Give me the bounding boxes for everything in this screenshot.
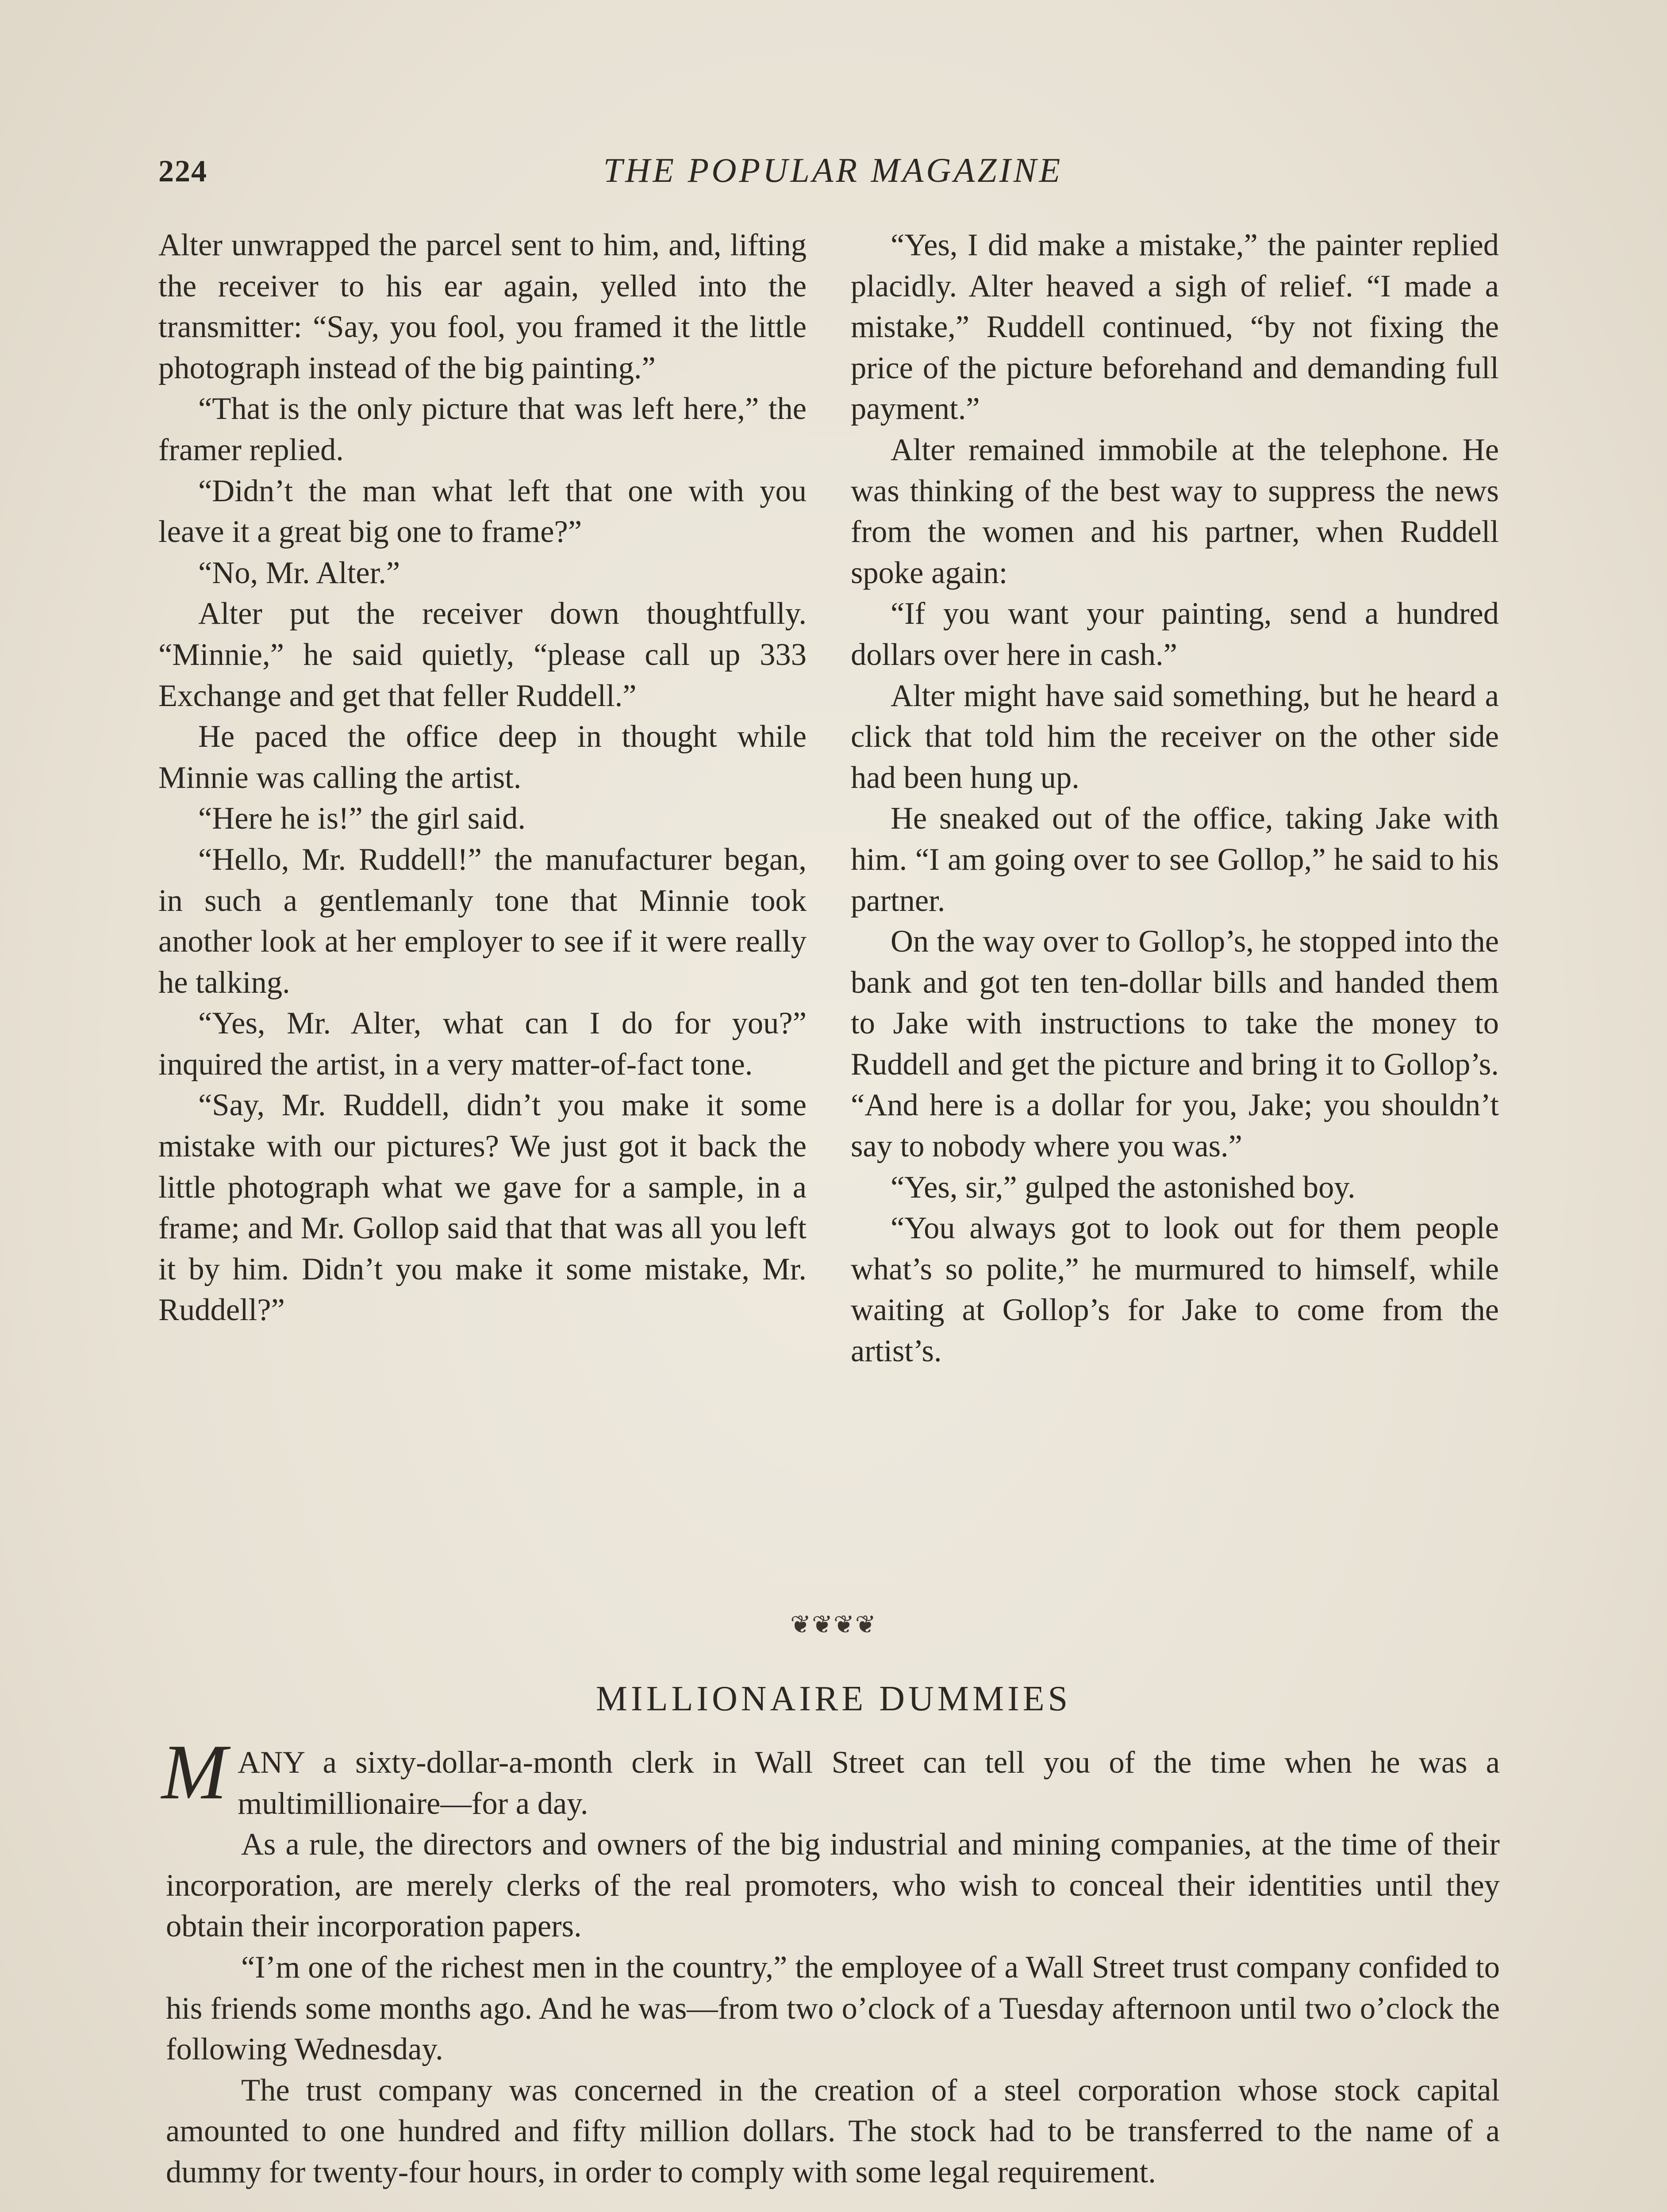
paragraph: “Yes, sir,” gulped the astonished boy. <box>891 1170 1356 1205</box>
paragraph: As a rule, the directors and owners of the big industrial and mining companies, at the time of their incorporation, are merely clerks of the real promoters, who wish to conceal their identities until they obtain their incorporation papers. <box>166 1827 1500 1944</box>
section-ornament: ❦❦❦❦ <box>790 1611 877 1639</box>
paragraph: He paced the office deep in thought while Minnie was calling the artist. <box>158 719 807 795</box>
paragraph: “If you want your painting, send a hundred dollars over here in cash.” <box>851 596 1499 672</box>
paragraph: He sneaked out of the office, taking Jake with him. “I am going over to see Gollop,” he said to his partner. <box>851 801 1499 918</box>
paragraph: “Hello, Mr. Ruddell!” the manufacturer began, in such a gentlemanly tone that Minnie took another look at her employer to see if it were really he talking. <box>158 842 807 1000</box>
lead-text: ANY a sixty-dollar-a-month clerk in Wall Street can tell you of the time when he was a multimillionaire—for a day. <box>238 1745 1500 1821</box>
right-column <box>851 225 1499 1372</box>
paragraph: Alter might have said something, but he heard a click that told him the receiver on the other side had been hung up. <box>851 678 1499 795</box>
paragraph: The trust company was concerned in the creation of a steel corporation whose stock capital amounted to one hundred and fifty million dollars. The stock had to be transferred to the name of a dummy for twenty-four hours, in order to comply with some legal requirement. <box>166 2073 1500 2189</box>
lead-paragraph <box>161 1728 1500 1824</box>
article-body <box>161 1728 1500 2193</box>
paragraph: Alter remained immobile at the telephone. He was thinking of the best way to suppress the news from the women and his partner, when Ruddell spoke again: <box>851 432 1499 590</box>
left-column <box>158 225 807 1372</box>
paragraph: “You always got to look out for them people what’s so polite,” he murmured to himself, while waiting at Gollop’s for Jake to come from the artist’s. <box>851 1211 1499 1369</box>
paragraph: On the way over to Gollop’s, he stopped into the bank and got ten ten-dollar bills and handed them to Jake with instructions to take the money to Ruddell and get the picture and bring it to Gollop’s. “And here is a dollar for you, Jake; you shouldn’t say to nobody where you was.” <box>851 924 1499 1164</box>
page-header <box>158 150 1508 199</box>
paragraph: “Say, Mr. Ruddell, didn’t you make it some mistake with our pictures? We just got it back the little photograph what we gave for a sample, in a frame; and Mr. Gollop said that that was all you left it by him. Didn’t you make it some mistake, Mr. Ruddell?” <box>158 1088 807 1328</box>
paragraph: Alter put the receiver down thoughtfully. “Minnie,” he said quietly, “please call up 333 Exchange and get that feller Ruddell.” <box>158 596 807 713</box>
page-number: 224 <box>158 154 207 188</box>
paragraph: “Didn’t the man what left that one with you leave it a great big one to frame?” <box>158 473 807 549</box>
paragraph: “Yes, I did make a mistake,” the painter replied placidly. Alter heaved a sigh of relief. “I made a mistake,” Ruddell continued, “by not fixing the price of the picture beforehand and demanding full payment.” <box>851 228 1499 426</box>
paragraph: “I’m one of the richest men in the country,” the employee of a Wall Street trust company confided to his friends some months ago. And he was—from two o’clock of a Tuesday afternoon until two o’clock the following Wednesday. <box>166 1950 1500 2067</box>
running-title: THE POPULAR MAGAZINE <box>603 151 1063 189</box>
paragraph: “No, Mr. Alter.” <box>198 555 400 590</box>
paragraph: “Yes, Mr. Alter, what can I do for you?” inquired the artist, in a very matter-of-fact tone. <box>158 1006 807 1082</box>
paragraph: Alter unwrapped the parcel sent to him, and, lifting the receiver to his ear again, yelled into the transmitter: “Say, you fool, you framed it the little photograph instead of the big painting.” <box>158 228 807 385</box>
paragraph: “That is the only picture that was left here,” the framer replied. <box>158 392 807 467</box>
paragraph: “Here he is!” the girl said. <box>198 801 526 836</box>
article-title: MILLIONAIRE DUMMIES <box>595 1679 1072 1718</box>
drop-cap: M <box>161 1728 227 1816</box>
story-columns <box>158 225 1499 1372</box>
